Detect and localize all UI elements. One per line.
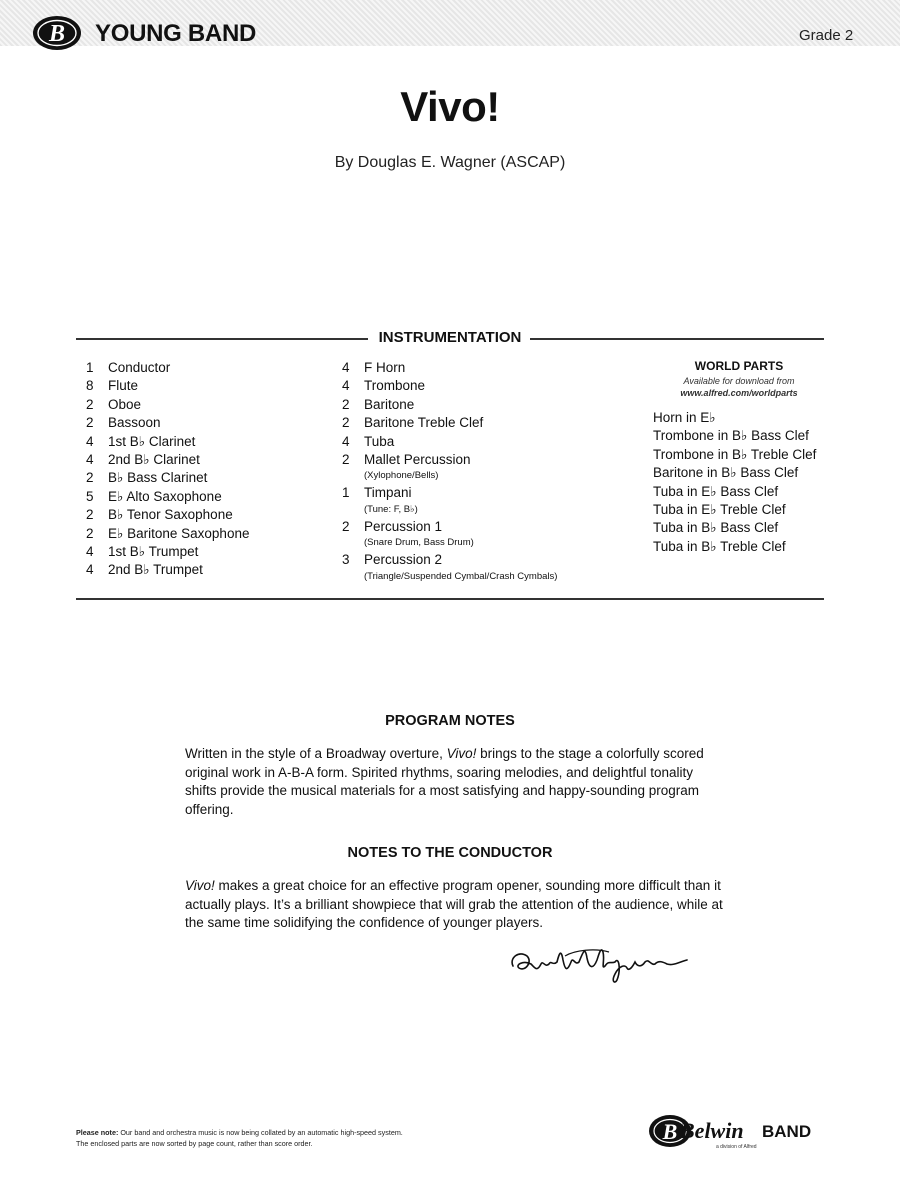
conductor-notes-text: Vivo! makes a great choice for an effective program opener, sounding more difficult than it actually plays. It’s a brilliant showpiece that will grab the attention of the audience, while at the same time solidifying the confidence of younger players.: [185, 878, 723, 931]
instrument-quantity: 2: [342, 415, 350, 431]
instrument-item: [86, 414, 249, 432]
instrument-name: E♭ Baritone Saxophone: [108, 525, 250, 541]
instrument-item: [86, 377, 249, 395]
instrument-quantity: 1: [342, 485, 350, 501]
instrument-quantity: 2: [86, 470, 94, 486]
instrument-detail: (Triangle/Suspended Cymbal/Crash Cymbals): [364, 570, 558, 582]
divider-bottom: [76, 598, 824, 600]
world-parts-heading: WORLD PARTS: [694, 359, 784, 373]
instrumentation-heading: INSTRUMENTATION: [378, 329, 522, 346]
svg-text:B: B: [48, 21, 66, 47]
instrument-item: [342, 518, 557, 551]
world-part-item: Tuba in E♭ Bass Clef: [653, 483, 779, 499]
footnote-line1: Please note: Our band and orchestra music is now being collated by an automatic high-speed system.: [76, 1128, 403, 1137]
instrument-quantity: 4: [86, 433, 94, 449]
program-notes-text: Written in the style of a Broadway overture, Vivo! brings to the stage a colorfully scored original work in A-B-A form. Spirited rhythms, soaring melodies, and delightful tonality shifts provide the musical materials for a most satisfying and happy-sounding program offering.: [185, 746, 704, 817]
instrument-name: Baritone Treble Clef: [364, 415, 484, 431]
instrument-detail: (Xylophone/Bells): [364, 470, 439, 482]
instrument-name: 2nd B♭ Clarinet: [108, 452, 200, 468]
footnote-line2: The enclosed parts are now sorted by page count, rather than score order.: [76, 1138, 313, 1148]
instrument-list-1: [86, 359, 249, 580]
instrument-quantity: 2: [86, 507, 94, 523]
instrument-item: [342, 396, 557, 414]
belwin-b-logo-icon: [32, 14, 82, 52]
world-part-item: Baritone in B♭ Bass Clef: [653, 465, 799, 481]
instrument-quantity: 4: [86, 544, 94, 560]
instrument-name: Trombone: [364, 378, 426, 394]
instrument-name: Conductor: [108, 360, 171, 375]
world-part-item: Tuba in B♭ Treble Clef: [653, 538, 786, 554]
instrument-item: [86, 451, 249, 469]
instrument-item: [86, 543, 249, 561]
world-parts-url: www.alfred.com/worldparts: [680, 388, 798, 398]
instrument-quantity: 4: [342, 433, 350, 449]
instrument-name: B♭ Tenor Saxophone: [108, 507, 233, 523]
instrument-name: Timpani: [364, 485, 412, 501]
instrument-name: Mallet Percussion: [364, 452, 471, 468]
instrument-item: [342, 359, 557, 377]
instrument-item: [342, 484, 557, 517]
world-part-item: Horn in E♭: [653, 410, 716, 425]
instrument-quantity: 1: [86, 360, 94, 375]
instrument-name: Flute: [108, 378, 139, 394]
instrument-quantity: 2: [86, 396, 94, 412]
instrument-name: F Horn: [364, 360, 406, 375]
instrument-name: Baritone: [364, 396, 415, 412]
instrument-name: 1st B♭ Trumpet: [108, 544, 199, 560]
world-part-item: Trombone in B♭ Bass Clef: [653, 428, 809, 444]
instrument-item: [342, 551, 557, 584]
instrument-quantity: 8: [86, 378, 94, 394]
instrument-name: 1st B♭ Clarinet: [108, 433, 196, 449]
instrument-item: [86, 396, 249, 414]
world-parts-note: [652, 375, 826, 399]
world-parts-list: [653, 409, 816, 556]
instrument-quantity: 2: [342, 396, 350, 412]
instrument-quantity: 3: [342, 552, 350, 568]
instrument-quantity: 4: [342, 378, 350, 394]
instrument-item: [86, 488, 249, 506]
page-title: Vivo!: [400, 83, 500, 130]
instrument-quantity: 2: [342, 518, 350, 534]
instrument-quantity: 4: [86, 452, 94, 468]
grade-label: Grade 2: [799, 27, 854, 44]
composer-credit: By Douglas E. Wagner (ASCAP): [334, 154, 566, 171]
instrument-name: 2nd B♭ Trumpet: [108, 562, 203, 578]
instrument-quantity: 2: [86, 415, 94, 431]
instrument-name: B♭ Bass Clarinet: [108, 470, 208, 486]
instrument-item: [86, 561, 249, 579]
instrument-name: Tuba: [364, 433, 395, 449]
world-parts-note-line1: Available for download from: [683, 376, 795, 386]
instrument-quantity: 2: [86, 525, 94, 541]
world-part-item: Trombone in B♭ Treble Clef: [653, 446, 817, 462]
world-part-item: Tuba in E♭ Treble Clef: [653, 502, 786, 518]
instrument-item: [86, 433, 249, 451]
instrument-item: [342, 451, 557, 484]
instrument-item: [86, 506, 249, 524]
instrument-quantity: 4: [342, 360, 350, 375]
instrument-name: Percussion 2: [364, 552, 443, 568]
world-part-item: Tuba in B♭ Bass Clef: [653, 520, 779, 536]
instrument-name: Bassoon: [108, 415, 161, 431]
publisher-name: Belwin: [680, 1118, 744, 1143]
instrument-item: [342, 377, 557, 395]
instrument-item: [342, 433, 557, 451]
program-notes-heading: PROGRAM NOTES: [385, 713, 515, 729]
instrument-list-2: [342, 359, 557, 585]
instrument-quantity: 4: [86, 562, 94, 578]
instrument-name: Oboe: [108, 396, 142, 412]
instrument-item: [86, 359, 249, 377]
instrument-item: [86, 469, 249, 487]
instrument-name: Percussion 1: [364, 518, 443, 534]
series-brand: YOUNG BAND: [95, 20, 257, 47]
publisher-band: BAND: [762, 1122, 812, 1141]
instrument-item: [342, 414, 557, 432]
instrument-quantity: 5: [86, 488, 94, 504]
instrument-detail: (Tune: F, B♭): [364, 503, 418, 515]
publisher-sub: a division of Alfred: [716, 1144, 757, 1150]
instrument-detail: (Snare Drum, Bass Drum): [364, 537, 474, 549]
instrument-quantity: 2: [342, 452, 350, 468]
instrument-item: [86, 525, 249, 543]
footnote: [76, 1128, 546, 1149]
instrument-name: E♭ Alto Saxophone: [108, 488, 222, 504]
composer-signature: [505, 938, 695, 988]
conductor-notes-heading: NOTES TO THE CONDUCTOR: [347, 845, 553, 861]
svg-text:B: B: [662, 1119, 678, 1144]
